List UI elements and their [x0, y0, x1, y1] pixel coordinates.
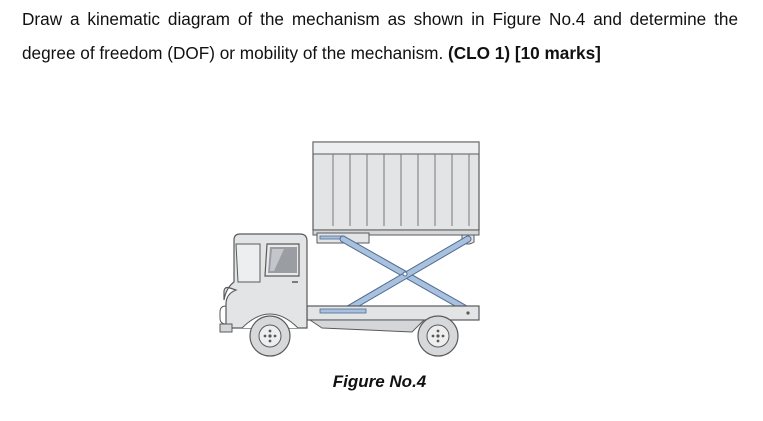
front-wheel [242, 314, 298, 356]
container-box [313, 142, 479, 230]
question-marks: (CLO 1) [10 marks] [448, 43, 601, 63]
rear-wheel [418, 316, 458, 356]
question-body: Draw a kinematic diagram of the mechanism as shown in Figure No.4 and determine the degree of freedom (DOF) or mobility of the mechanism. [22, 9, 738, 63]
scissor-links [343, 239, 468, 312]
question-text [22, 2, 738, 70]
figure-caption-text: Figure No.4 [332, 372, 427, 391]
upper-platform [313, 230, 479, 244]
figure-caption [0, 372, 763, 392]
figure-truck-scissor-lift [212, 132, 502, 372]
